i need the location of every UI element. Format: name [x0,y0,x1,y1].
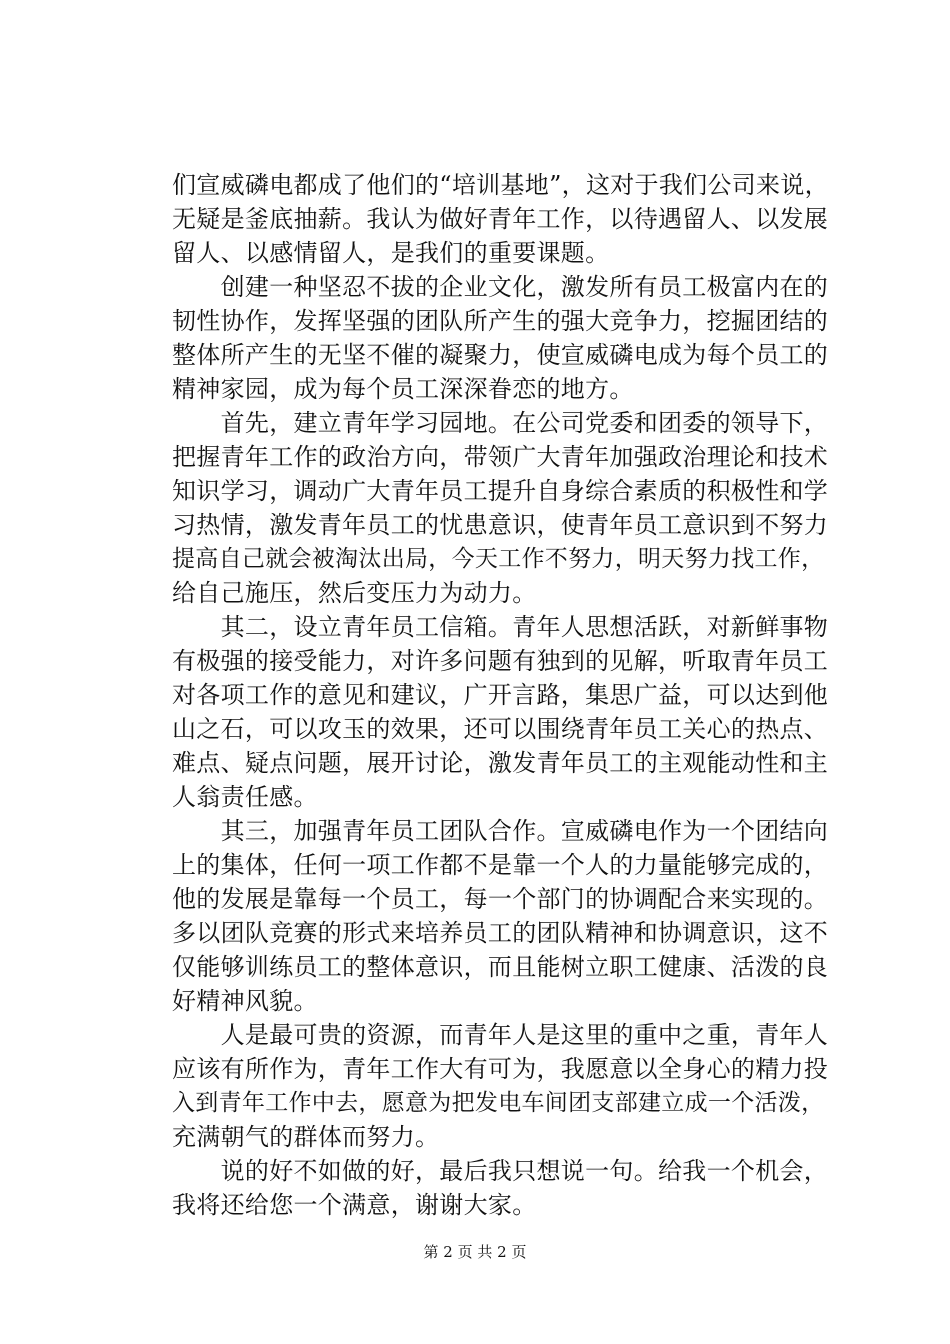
text-line: 给自己施压，然后变压力为动力。 [172,579,537,607]
text-line: 习热情，激发青年员工的忧患意识，使青年员工意识到不努力 [172,511,829,539]
text-line: 整体所产生的无坚不催的凝聚力，使宣威磷电成为每个员工的 [172,341,829,369]
text-line: 仅能够训练员工的整体意识，而且能树立职工健康、活泼的良 [172,953,829,981]
text-line: 精神家园，成为每个员工深深眷恋的地方。 [172,375,634,403]
text-line: 应该有所作为，青年工作大有可为，我愿意以全身心的精力投 [172,1055,829,1083]
text-line: 多以团队竞赛的形式来培养员工的团队精神和协调意识，这不 [172,919,829,947]
text-line: 人翁责任感。 [172,783,318,811]
text-line: 难点、疑点问题，展开讨论，激发青年员工的主观能动性和主 [172,749,829,777]
text-line: 我将还给您一个满意，谢谢大家。 [172,1191,537,1219]
text-line: 上的集体，任何一项工作都不是靠一个人的力量能够完成的， [172,851,829,879]
text-line: 留人、以感情留人，是我们的重要课题。 [172,239,610,267]
page-footer: 第 2 页 共 2 页 [423,1243,527,1261]
text-line: 们宣威磷电都成了他们的“培训基地”，这对于我们公司来说， [172,171,829,199]
text-line: 知识学习，调动广大青年员工提升自身综合素质的积极性和学 [172,477,829,505]
text-line: 说的好不如做的好，最后我只想说一句。给我一个机会， [172,1157,829,1185]
document-body [172,168,834,1222]
text-line: 对各项工作的意见和建议，广开言路，集思广益，可以达到他 [172,681,829,709]
text-line: 把握青年工作的政治方向，带领广大青年加强政治理论和技术 [172,443,829,471]
text-line: 山之石，可以攻玉的效果，还可以围绕青年员工关心的热点、 [172,715,829,743]
text-line: 其二，设立青年员工信箱。青年人思想活跃，对新鲜事物 [172,613,829,641]
text-line: 他的发展是靠每一个员工，每一个部门的协调配合来实现的。 [172,885,829,913]
text-line: 创建一种坚忍不拔的企业文化，激发所有员工极富内在的 [172,273,829,301]
text-line: 充满朝气的群体而努力。 [172,1123,440,1151]
text-line: 首先，建立青年学习园地。在公司党委和团委的领导下， [172,409,829,437]
text-line: 好精神风貌。 [172,987,318,1015]
text-line: 入到青年工作中去，愿意为把发电车间团支部建立成一个活泼， [172,1090,825,1116]
text-line: 其三，加强青年员工团队合作。宣威磷电作为一个团结向 [172,817,829,845]
text-line: 人是最可贵的资源，而青年人是这里的重中之重，青年人 [172,1021,829,1049]
text-line: 韧性协作，发挥坚强的团队所产生的强大竞争力，挖掘团结的 [172,307,829,335]
text-line: 提高自己就会被淘汰出局，今天工作不努力，明天努力找工作， [172,546,825,572]
text-line: 无疑是釜底抽薪。我认为做好青年工作，以待遇留人、以发展 [172,205,829,233]
text-line: 有极强的接受能力，对许多问题有独到的见解，听取青年员工 [172,647,829,675]
